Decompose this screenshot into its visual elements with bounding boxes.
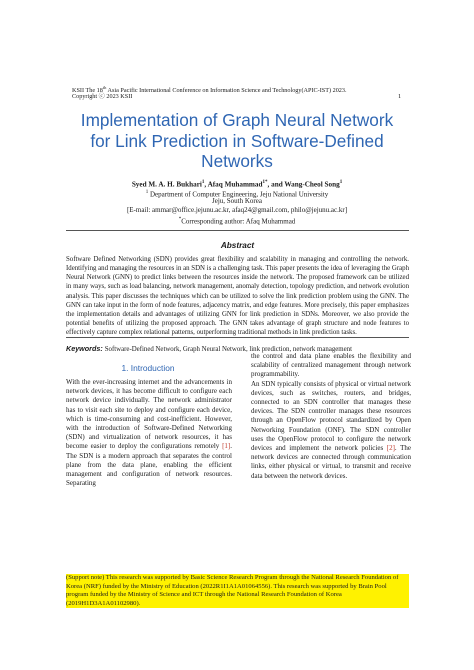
author-sup: 1 xyxy=(339,180,343,185)
author-sup: 1* xyxy=(262,180,268,185)
keywords-label: Keywords xyxy=(66,344,101,353)
author-name: , Afaq Muhammad xyxy=(204,180,263,189)
abstract-bottom-rule xyxy=(66,337,409,338)
page-number: 1 xyxy=(398,93,402,100)
author-sup: 1 xyxy=(201,180,205,185)
body-text: . The SDN is a modern approach that separates the control plane from the data plane, enabling the efficient management and configuration of network resources. Separating xyxy=(66,442,232,488)
intro-paragraph: the control and data plane enables the flexibility and scalability of centralized management through network programmability. xyxy=(251,352,411,379)
abstract-top-rule xyxy=(66,230,409,231)
affiliation-sup: 1 xyxy=(145,190,149,195)
author-name: Syed M. A. H. Bukhari xyxy=(131,180,202,189)
header-text-suffix: Asia Pacific International Conference on Information Science and Technology(APIC-IST) 2023. xyxy=(106,87,347,95)
support-note-footnote: (Support note) This research was supported by Basic Science Research Program through the National Research Foundation of Korea (NRF) funded by the Ministry of Education (2022R1I1A1A01064556). This research was supported by Brain Pool program funded by the Ministry of Science and ICT through the National Research Foundation of Korea (2019H1D3A1A01102980). xyxy=(66,574,409,608)
header-text: KSII The 18 xyxy=(72,87,103,95)
section-heading-introduction: 1. Introduction xyxy=(121,363,175,373)
citation-link[interactable]: [2] xyxy=(386,444,395,453)
body-text: With the ever-increasing internet and the advancements in network devices, it has become difficult to configure each network device individually. The network administrator has to visit each site to deploy and configure each device, which is time-consuming and cost-inefficient. However, with the introduction of Software-Defined Networking (SDN) and virtualization of network resources, it has become easier to deploy the configurations remotely xyxy=(66,378,232,451)
body-text: An SDN typically consists of physical or virtual network devices, such as switches, routers, and bridges, connected to an SDN controller that manages these devices. The SDN controller manages these resources through an OpenFlow protocol standardized by Open Networking Foundation (ONF). The SDN controller uses the OpenFlow protocol to configure the network devices and implement the network policies xyxy=(251,379,411,453)
copyright-line: Copyright ⓒ 2023 KSII xyxy=(72,93,133,100)
keywords-colon: : xyxy=(100,344,105,353)
keywords-text: Software-Defined Network, Graph Neural Network, link prediction, network management xyxy=(104,346,352,353)
corresponding-sup: * xyxy=(178,217,182,222)
affiliation-location: Jeju, South Korea xyxy=(212,197,262,205)
right-column xyxy=(251,352,411,481)
corresponding-author xyxy=(60,215,414,226)
citation-link[interactable]: [1] xyxy=(222,442,231,451)
affiliation-text: Department of Computer Engineering, Jeju National University xyxy=(148,190,329,199)
intro-paragraph xyxy=(66,378,232,488)
left-column xyxy=(66,378,232,488)
body-text: . The network devices are connected through communication links, either physical or virtual, to transmit and receive data between the network devices. xyxy=(251,444,412,480)
paper-title: Implementation of Graph Neural Network for Link Prediction in Software-Defined Networks xyxy=(80,110,394,171)
abstract-heading: Abstract xyxy=(220,241,255,250)
corresponding-text: Corresponding author: Afaq Muhammad xyxy=(181,217,296,226)
author-name: , and Wang-Cheol Song xyxy=(267,180,340,189)
affiliation-emails: [E-mail: ammar@office.jejunu.ac.kr, afaq24@gmail.com, philo@jejunu.ac.kr] xyxy=(126,206,348,214)
intro-paragraph xyxy=(251,380,411,481)
header-sup: th xyxy=(102,85,107,90)
abstract-body: Software Defined Networking (SDN) provides great flexibility and scalability in managing and controlling the network. Identifying and managing the resources in an SDN is a challenging task. This paper presents the idea of leveraging the Graph Neural Network (GNN) to predict links between the resources inside the network. The proposed framework can be utilized in many ways, such as load balancing, network management, anomaly detection, topology prediction, and network evolution analysis. This paper discusses the techniques which can be utilized to solve the link prediction problem using the GNN. The GNN can take input in the form of node features, adjacency matrix, and edge features. More precisely, this paper emphasizes the implementation details and advantages of utilizing GNN for link prediction in SDNs. Moreover, we also provide the potential benefits of utilizing the proposed approach. The GNN takes advantage of graph structure and node features to effectively capture complex relational patterns, outperforming traditional methods in link prediction tasks. xyxy=(66,256,409,337)
